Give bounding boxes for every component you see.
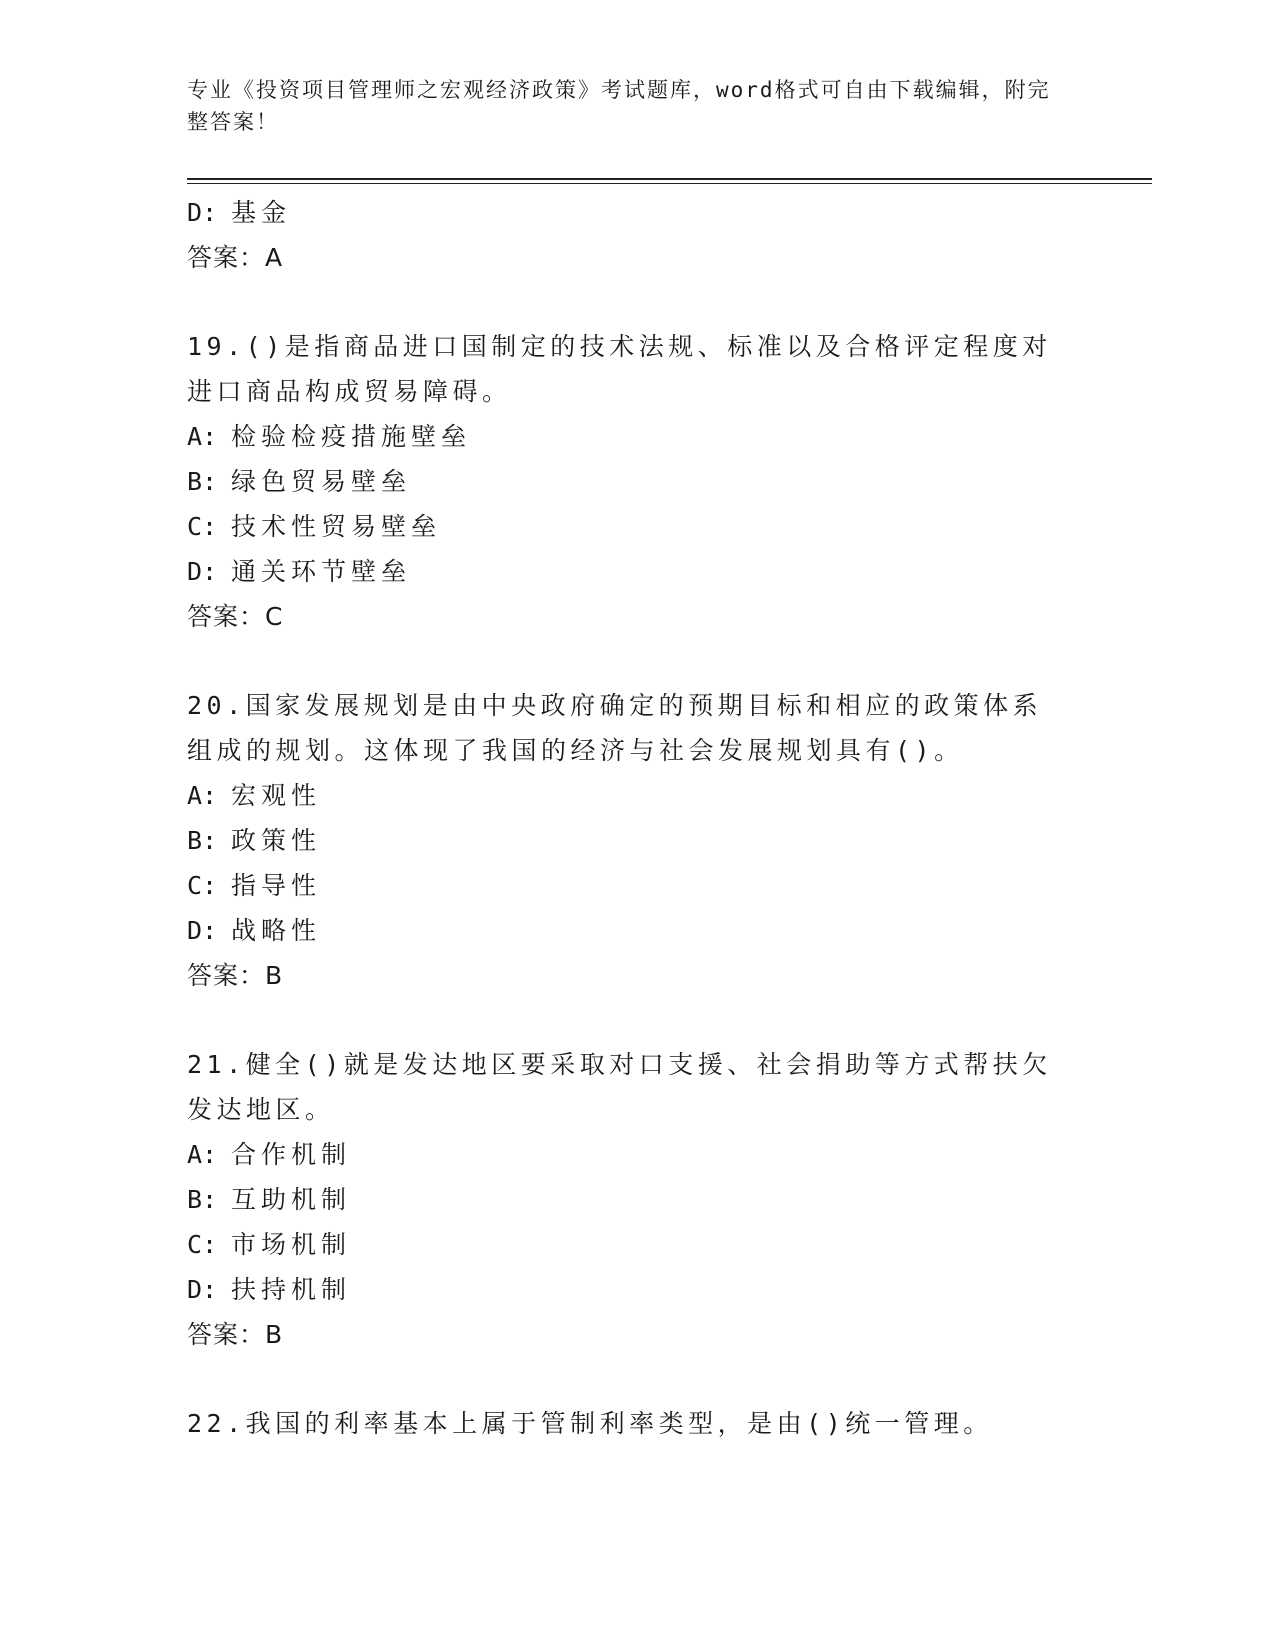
option-c: C: 技术性贸易壁垒 bbox=[187, 512, 442, 541]
question-stem: 22.我国的利率基本上属于管制利率类型，是由()统一管理。 bbox=[187, 1409, 993, 1438]
question-stem: 21.健全()就是发达地区要采取对口支援、社会捐助等方式帮扶欠发达地区。 bbox=[187, 1050, 1052, 1124]
option-c: C: 指导性 bbox=[187, 871, 322, 900]
answer: 答案：A bbox=[187, 243, 284, 272]
page-header: 专业《投资项目管理师之宏观经济政策》考试题库，word格式可自由下载编辑，附完整答案！ bbox=[187, 78, 1051, 134]
question-22 bbox=[187, 1401, 1087, 1446]
question-stem: 20.国家发展规划是由中央政府确定的预期目标和相应的政策体系组成的规划。这体现了我国的经济与社会发展规划具有()。 bbox=[187, 691, 1043, 765]
option-d: D: 基金 bbox=[187, 198, 292, 227]
content bbox=[187, 190, 1087, 1446]
option-d: D: 战略性 bbox=[187, 916, 322, 945]
question-19 bbox=[187, 324, 1087, 639]
answer: 答案：B bbox=[187, 1320, 284, 1349]
answer: 答案：C bbox=[187, 602, 284, 631]
option-b: B: 互助机制 bbox=[187, 1185, 352, 1214]
option-b: B: 绿色贸易壁垒 bbox=[187, 467, 412, 496]
option-d: D: 通关环节壁垒 bbox=[187, 557, 412, 586]
option-b: B: 政策性 bbox=[187, 826, 322, 855]
header-rule-thick bbox=[187, 178, 1152, 180]
header-rule-thin bbox=[187, 183, 1152, 184]
question-stem: 19.()是指商品进口国制定的技术法规、标准以及合格评定程度对进口商品构成贸易障碍。 bbox=[187, 332, 1052, 406]
option-c: C: 市场机制 bbox=[187, 1230, 352, 1259]
question-21 bbox=[187, 1042, 1087, 1357]
option-a: A: 宏观性 bbox=[187, 781, 322, 810]
option-d: D: 扶持机制 bbox=[187, 1275, 352, 1304]
option-a: A: 合作机制 bbox=[187, 1140, 352, 1169]
answer: 答案：B bbox=[187, 961, 284, 990]
option-a: A: 检验检疫措施壁垒 bbox=[187, 422, 472, 451]
question-20 bbox=[187, 683, 1087, 998]
